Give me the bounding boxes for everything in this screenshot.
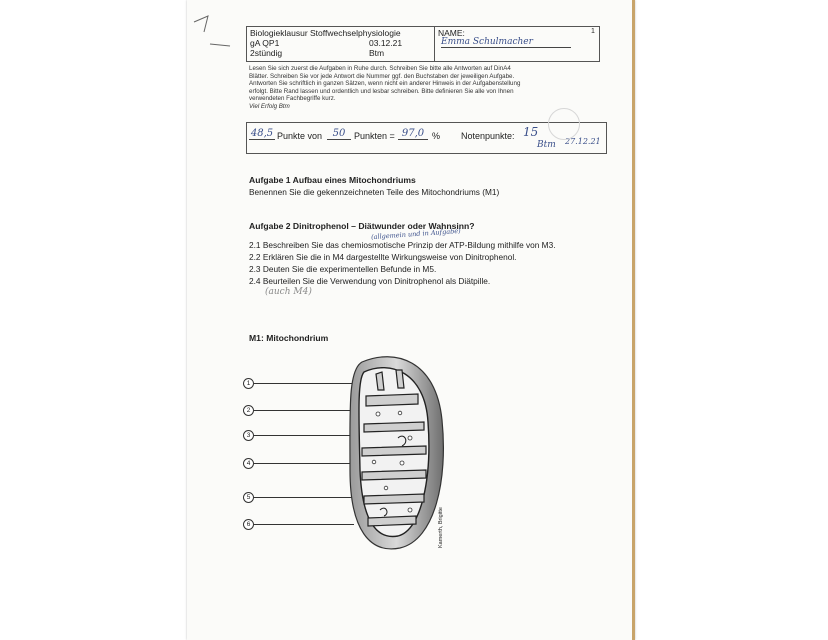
label-marker-4: 4: [243, 458, 254, 469]
task2-item: 2.2 Erklären Sie die in M4 dargestellte Wirkungsweise von Dinitrophenol.: [249, 252, 517, 262]
instructions: [249, 65, 599, 110]
points-achieved: 48,5: [250, 128, 274, 139]
task1-title: Aufgabe 1 Aufbau eines Mitochondriums: [249, 175, 416, 185]
paper-edge: [632, 0, 635, 640]
grade-label: Notenpunkte:: [461, 131, 515, 141]
duration: 2stündig: [250, 48, 283, 58]
student-name: Emma Schulmacher: [441, 37, 571, 48]
task2-item: 2.4 Beurteilen Sie die Verwendung von Dinitrophenol als Diätpille.: [249, 276, 491, 286]
exam-date: 03.12.21: [369, 38, 403, 48]
instruction-line: Lesen Sie sich zuerst die Aufgaben in Ruhe durch. Schreiben Sie bitte alle Antworten auf DinA4: [249, 65, 511, 72]
corner-scribble: [190, 10, 240, 50]
percent-sign: %: [432, 131, 441, 141]
instruction-line: erfolgt. Bitte Rand lassen und ordentlich und lesbar schreiben. Bitte definieren Sie alle von Ihnen: [249, 87, 514, 95]
task2-handwritten-note: (allgemein und in Aufgabe): [370, 226, 461, 242]
label-marker-6: 6: [243, 519, 254, 530]
subject-line: Biologieklausur Stoffwechselphysiologie: [250, 28, 401, 38]
mitochondrion-diagram: [340, 350, 450, 555]
stamp-mark: [548, 108, 580, 140]
task2-item: 2.1 Beschreiben Sie das chemiosmotische Prinzip der ATP-Bildung mithilfe von M3.: [249, 240, 556, 250]
page-number: 1: [591, 28, 595, 35]
image-credit: Kamerth, Brigitte: [438, 507, 444, 548]
teacher: Btm: [369, 48, 385, 58]
grade-value: 15: [523, 125, 539, 139]
name-label: NAME:: [438, 28, 465, 38]
label-marker-1: 1: [243, 378, 254, 389]
label-marker-2: 2: [243, 405, 254, 416]
max-points: 50: [327, 128, 351, 140]
instruction-line: Blätter. Schreiben Sie vor jede Antwort die Nummer ggf. den Buchstaben der jeweiligen Aufgabe.: [249, 72, 515, 80]
course: gA QP1: [250, 38, 280, 48]
m1-title: M1: Mitochondrium: [249, 333, 329, 343]
header-box: [246, 26, 600, 62]
task1-text: Benennen Sie die gekennzeichneten Teile des Mitochondriums (M1): [249, 187, 500, 197]
label-marker-5: 5: [243, 492, 254, 503]
task2-title: Aufgabe 2 Dinitrophenol – Diätwunder oder Wahnsinn?: [249, 221, 475, 231]
label-line: [254, 524, 354, 525]
task2-item: 2.3 Deuten Sie die experimentellen Befunde in M5.: [249, 264, 437, 274]
closing: Viel Erfolg Btm: [249, 102, 290, 110]
signed-date: 27.12.21: [565, 137, 601, 146]
max-label: Punkten =: [354, 131, 395, 141]
instruction-line: verwendeten Fachbegriffe kurz.: [249, 95, 336, 102]
task2-handwritten-extra: (auch M4): [265, 287, 312, 297]
teacher-signature: Btm: [537, 140, 556, 150]
points-label: Punkte von: [277, 131, 323, 141]
percent-value: 97,0: [398, 128, 428, 140]
instruction-line: Antworten Sie schriftlich in ganzen Sätzen, wenn nicht ein anderer Hinweis in der Aufgabenstellung: [249, 80, 521, 87]
label-marker-3: 3: [243, 430, 254, 441]
